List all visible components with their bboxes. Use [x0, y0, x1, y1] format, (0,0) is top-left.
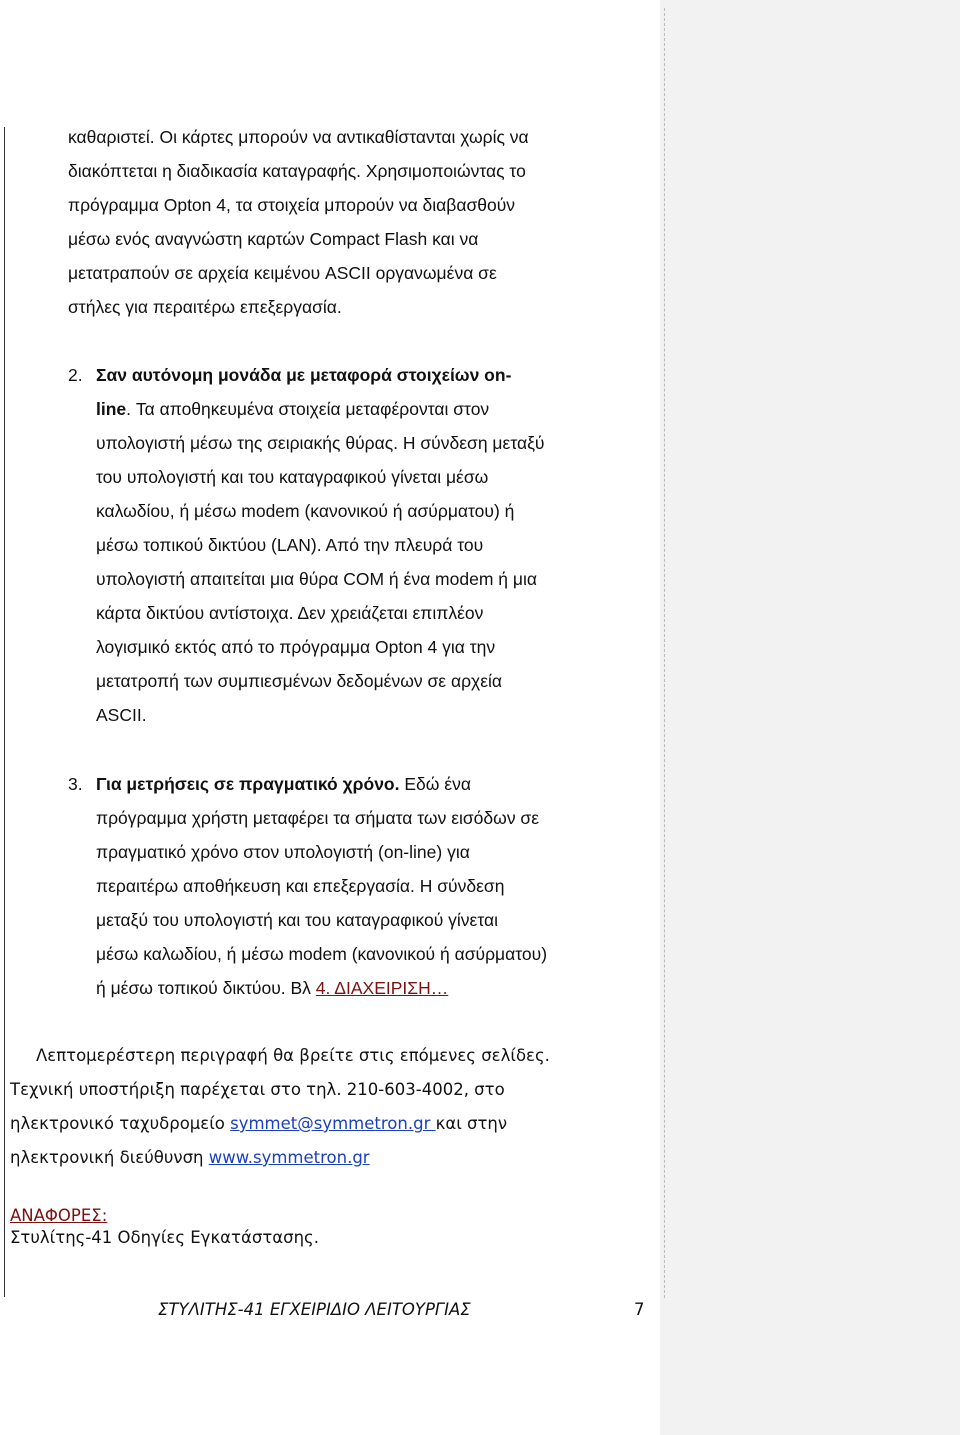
list-line: [96, 774, 471, 795]
intro-line: μέσω ενός αναγνώστη καρτών Compact Flash και να: [68, 229, 479, 249]
list-line: λογισμικό εκτός από το πρόγραμμα Opton 4 για την: [96, 637, 496, 657]
list-line: πρόγραμμα χρήστη μεταφέρει τα σήματα των εισόδων σε: [96, 808, 540, 828]
intro-line: μετατραπούν σε αρχεία κειμένου ASCII οργανωμένα σε: [68, 263, 497, 283]
comment-margin-panel: [660, 0, 960, 1435]
page-number: 7: [634, 1300, 645, 1319]
email-prefix: ηλεκτρονικό ταχυδρομείο: [10, 1114, 231, 1133]
footer-title: ΣΤΥΛΙΤΗΣ-41 ΕΓΧΕΙΡΙΔΙΟ ΛΕΙΤΟΥΡΓΙΑΣ: [158, 1300, 471, 1319]
email-line: [10, 1114, 507, 1133]
website-link[interactable]: www.symmetron.gr: [208, 1148, 370, 1167]
intro-line: καθαριστεί. Οι κάρτες μπορούν να αντικαθίστανται χωρίς να: [68, 127, 529, 147]
email-link[interactable]: symmet@symmetron.gr: [230, 1114, 436, 1133]
list-number: 2.: [68, 365, 83, 385]
list-line: μέσω καλωδίου, ή μέσω modem (κανονικού ή ασύρματου): [96, 944, 548, 964]
support-text: Τεχνική υποστήριξη παρέχεται στο τηλ. 210-603-4002, στο: [10, 1080, 505, 1099]
list-number: 3.: [68, 774, 83, 794]
list-heading: Για μετρήσεις σε πραγματικό χρόνο.: [96, 774, 400, 794]
list-text: ή μέσω τοπικού δικτύου. Βλ: [96, 978, 316, 998]
list-line: κάρτα δικτύου αντίστοιχα. Δεν χρειάζεται επιπλέον: [96, 603, 484, 623]
revision-change-bar: [4, 127, 5, 1297]
list-line: περαιτέρω αποθήκευση και επεξεργασία. Η σύνδεση: [96, 876, 505, 896]
references-label[interactable]: ΑΝΑΦΟΡΕΣ:: [10, 1206, 108, 1225]
list-heading-end: line: [96, 399, 127, 419]
list-line: του υπολογιστή και του καταγραφικού γίνεται μέσω: [96, 467, 489, 487]
crossref-number: 4.: [315, 978, 335, 998]
more-info-text: Λεπτομερέστερη περιγραφή θα βρείτε στις επόμενες σελίδες.: [36, 1046, 550, 1065]
intro-line: διακόπτεται η διαδικασία καταγραφής. Χρησιμοποιώντας το: [68, 161, 526, 181]
reference-item: Στυλίτης-41 Οδηγίες Εγκατάστασης.: [10, 1228, 319, 1247]
list-heading: Σαν αυτόνομη μονάδα με μεταφορά στοιχείων on-: [96, 365, 512, 385]
list-line: [96, 399, 489, 420]
intro-line: πρόγραμμα Opton 4, τα στοιχεία μπορούν να διαβασθούν: [68, 195, 516, 215]
list-text: . Τα αποθηκευμένα στοιχεία μεταφέρονται στον: [126, 399, 490, 419]
list-text: Εδώ ένα: [399, 774, 471, 794]
list-line: υπολογιστή μέσω της σειριακής θύρας. Η σύνδεση μεταξύ: [96, 433, 545, 453]
crossref-title: ΔΙΑΧΕΙΡΙΣΗ…: [334, 978, 449, 998]
list-line: μεταξύ του υπολογιστή και του καταγραφικού γίνεται: [96, 910, 499, 930]
intro-line: στήλες για περαιτέρω επεξεργασία.: [68, 297, 342, 317]
list-line: [96, 978, 448, 999]
web-prefix: ηλεκτρονική διεύθυνση: [10, 1148, 209, 1167]
page-edge-rule: [664, 8, 665, 1298]
list-line: μετατροπή των συμπιεσμένων δεδομένων σε αρχεία: [96, 671, 503, 691]
list-line: ASCII.: [96, 705, 147, 725]
section-4-crossref-link[interactable]: [316, 978, 448, 998]
web-line: [10, 1148, 370, 1167]
list-line: μέσω τοπικού δικτύου (LAN). Από την πλευρά του: [96, 535, 484, 555]
list-line: καλωδίου, ή μέσω modem (κανονικού ή ασύρματου) ή: [96, 501, 515, 521]
email-suffix: και στην: [435, 1114, 508, 1133]
list-line: υπολογιστή απαιτείται μια θύρα COM ή ένα modem ή μια: [96, 569, 537, 589]
list-line: πραγματικό χρόνο στον υπολογιστή (on-line) για: [96, 842, 470, 862]
